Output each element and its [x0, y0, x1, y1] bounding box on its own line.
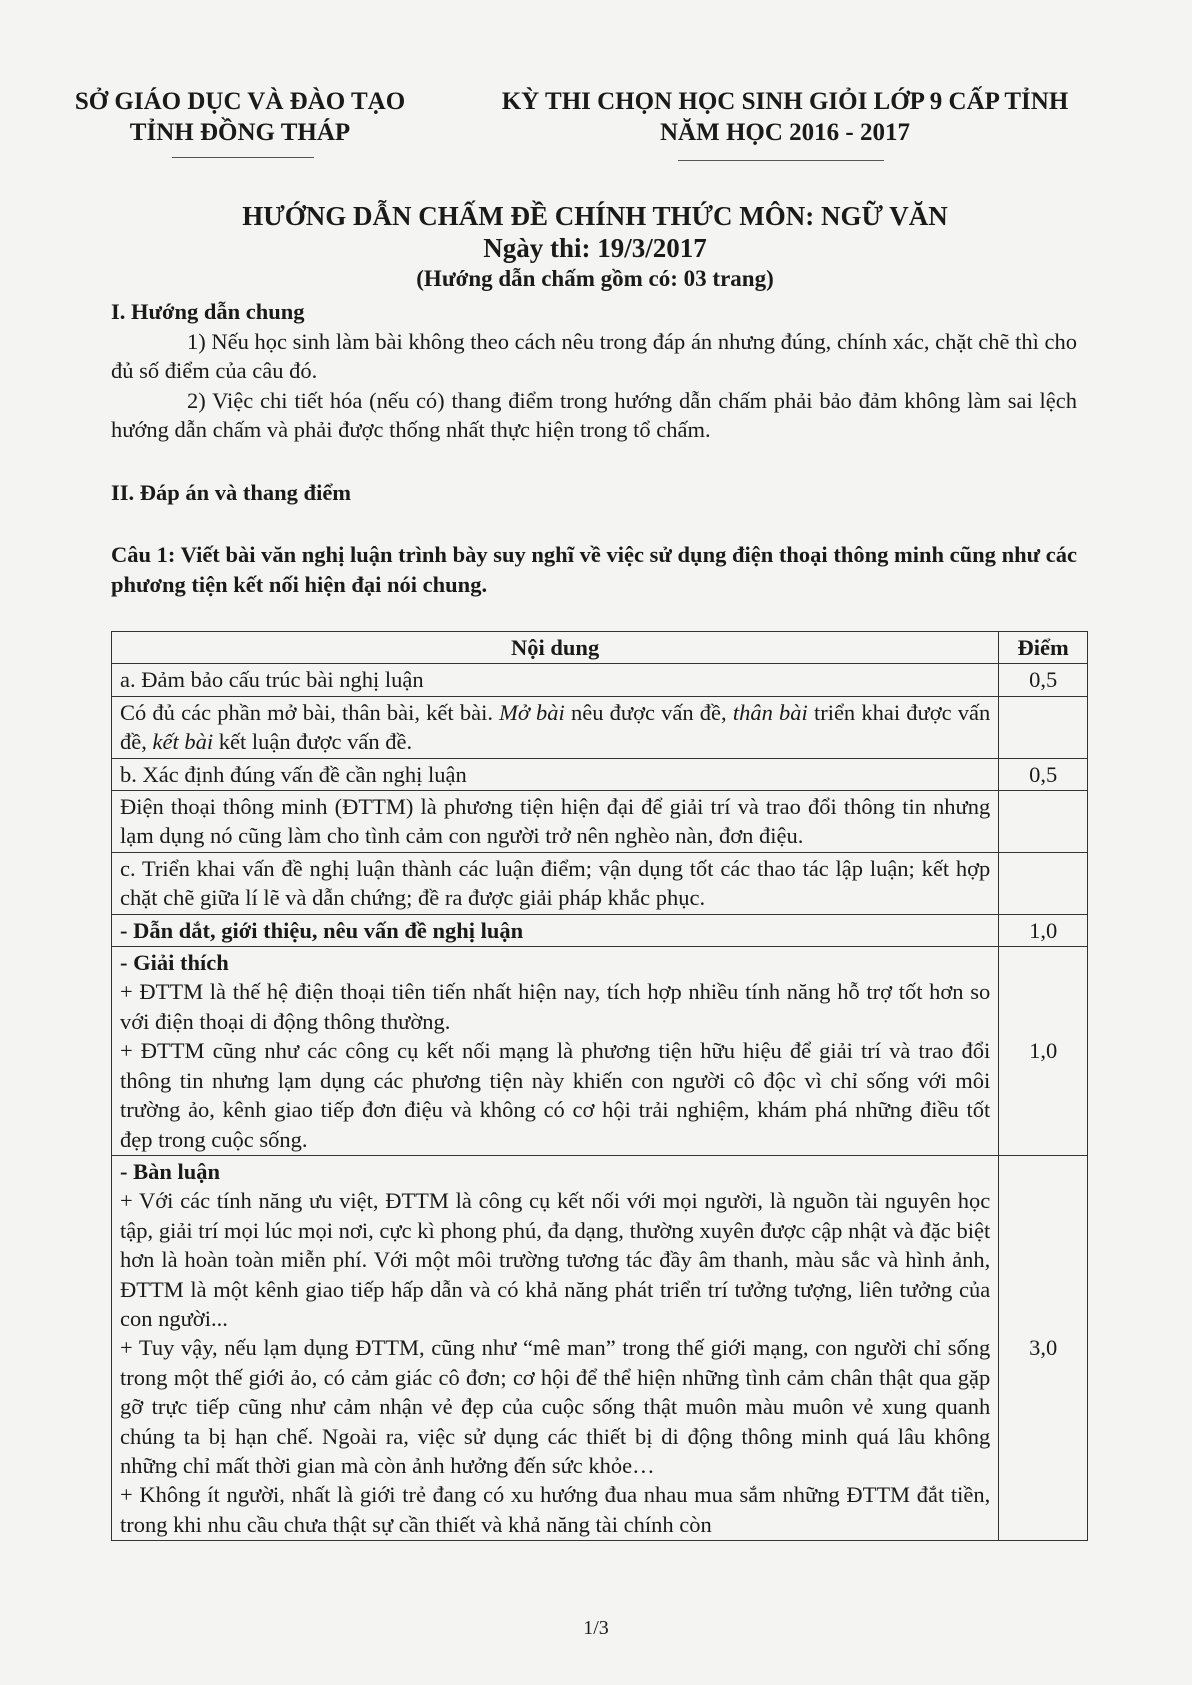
discuss-point-2: + Tuy vậy, nếu lạm dụng ĐTTM, cũng như “mê man” trong thế giới mạng, con người chỉ sống trong một thế giới ảo, có cảm giác cô đơn; cơ hội để thể hiện những tình cảm chân thật qua gặp gỡ trực tiếp cũng như cảm nhận vẻ đẹp của cuộc sống thật muôn màu muôn vẻ xung quanh chúng ta bị hạn chế. Ngoài ra, việc sử dụng các thiết bị di động thông minh quá lâu không những chỉ mất thời gian mà còn ảnh hưởng đến sức khỏe…: [120, 1335, 991, 1478]
section-1-heading: I. Hướng dẫn chung: [111, 299, 305, 324]
grading-table: [111, 631, 1088, 1541]
explain-point-1: + ĐTTM là thế hệ điện thoại tiên tiến nhất hiện nay, tích hợp nhiều tính năng hỗ trợ tốt hơn so với điện thoại di động thông thường.: [120, 979, 991, 1034]
guidance-paragraph-1: 1) Nếu học sinh làm bài không theo cách nêu trong đáp án nhưng đúng, chính xác, chặt chẽ thì cho đủ số điểm của câu đó.: [111, 328, 1077, 383]
detail-emphasis: kết bài: [152, 729, 214, 755]
table-row: [112, 664, 1088, 696]
explain-score: 1,0: [999, 947, 1088, 1156]
page-number: 1/3: [583, 1617, 609, 1639]
title-line-3: (Hướng dẫn chấm gồm có: 03 trang): [416, 266, 774, 291]
detail-text: kết luận được vấn đề.: [213, 729, 413, 755]
discuss-point-1: + Với các tính năng ưu việt, ĐTTM là công cụ kết nối với mọi người, là nguồn tài nguyên học tập, giải trí mọi lúc mọi nơi, cực kì phong phú, đa dạng, thường xuyên được cập nhật và đặc biệt hơn là hoàn toàn miễn phí. Với một môi trường tương tác đầy âm thanh, màu sắc và hình ảnh, ĐTTM là một kênh giao tiếp hấp dẫn và có khả năng phát triển trí tưởng tượng, liên tưởng của con người...: [120, 1188, 991, 1331]
table-row: [112, 696, 1088, 758]
exam-underline: [678, 160, 884, 161]
table-row: [112, 791, 1088, 853]
table-row: [112, 914, 1088, 946]
exam-line-1: KỲ THI CHỌN HỌC SINH GIỎI LỚP 9 CẤP TỈNH: [501, 88, 1069, 115]
section-2-heading: II. Đáp án và thang điểm: [111, 480, 352, 505]
empty-score-cell: [999, 791, 1088, 853]
discuss-criterion: [112, 1155, 999, 1540]
issuer-underline: [172, 157, 314, 158]
score-column-header: Điểm: [999, 632, 1088, 664]
table-row: [112, 758, 1088, 790]
criterion-b: b. Xác định đúng vấn đề cần nghị luận: [112, 758, 999, 790]
issuer-line-2: TỈNH ĐỒNG THÁP: [129, 119, 351, 146]
criterion-a-detail: [112, 696, 999, 758]
explain-heading: - Giải thích: [120, 950, 229, 976]
content-column-header: Nội dung: [112, 632, 999, 664]
table-row: [112, 1155, 1088, 1540]
criterion-a: a. Đảm bảo cấu trúc bài nghị luận: [112, 664, 999, 696]
explain-criterion: [112, 947, 999, 1156]
criterion-b-score: 0,5: [999, 758, 1088, 790]
detail-text: Có đủ các phần mở bài, thân bài, kết bài.: [120, 699, 500, 725]
table-header-row: [112, 632, 1088, 664]
intro-score: 1,0: [999, 914, 1088, 946]
detail-text: triển khai được vấn đề,: [120, 699, 991, 755]
exam-line-2: NĂM HỌC 2016 - 2017: [660, 119, 910, 146]
issuer-line-1: SỞ GIÁO DỤC VÀ ĐÀO TẠO: [74, 88, 406, 115]
criterion-b-detail: Điện thoại thông minh (ĐTTM) là phương tiện hiện đại để giải trí và trao đổi thông tin nhưng lạm dụng nó cũng làm cho tình cảm con người trở nên nghèo nàn, đơn điệu.: [112, 791, 999, 853]
general-guidance-section: [111, 297, 1077, 445]
detail-text: nêu được vấn đề,: [564, 699, 733, 725]
guidance-paragraph-2: 2) Việc chi tiết hóa (nếu có) thang điểm trong hướng dẫn chấm phải bảo đảm không làm sai lệch hướng dẫn chấm và phải được thống nhất thực hiện trong tổ chấm.: [111, 387, 1077, 442]
empty-score-cell: [999, 696, 1088, 758]
detail-emphasis: thân bài: [732, 699, 808, 725]
title-line-1: HƯỚNG DẪN CHẤM ĐỀ CHÍNH THỨC MÔN: NGỮ VĂN: [242, 201, 948, 231]
title-line-2: Ngày thi: 19/3/2017: [483, 233, 707, 263]
table-row: [112, 947, 1088, 1156]
empty-score-cell: [999, 852, 1088, 914]
discuss-heading: - Bàn luận: [120, 1158, 221, 1184]
detail-emphasis: Mở bài: [499, 699, 565, 725]
issuer-header: [60, 86, 420, 148]
criterion-c: c. Triển khai vấn đề nghị luận thành các luận điểm; vận dụng tốt các thao tác lập luận; kết hợp chặt chẽ giữa lí lẽ và dẫn chứng; đề ra được giải pháp khắc phục.: [112, 852, 999, 914]
question-1: Câu 1: Viết bài văn nghị luận trình bày suy nghĩ về việc sử dụng điện thoại thông minh cũng như các phương tiện kết nối hiện đại nói chung.: [111, 542, 1077, 597]
discuss-score: 3,0: [999, 1155, 1088, 1540]
table-row: [112, 852, 1088, 914]
criterion-a-score: 0,5: [999, 664, 1088, 696]
explain-point-2: + ĐTTM cũng như các công cụ kết nối mạng là phương tiện hữu hiệu để giải trí và trao đổi thông tin nhưng lạm dụng các phương tiện này khiến con người cô độc vì chỉ sống với môi trường ảo, kênh giao tiếp đơn điệu và không có cơ hội trải nghiệm, khám phá những điều tốt đẹp trong cuộc sống.: [120, 1038, 991, 1152]
discuss-point-3: + Không ít người, nhất là giới trẻ đang có xu hướng đua nhau mua sắm những ĐTTM đắt tiền, trong khi nhu cầu chưa thật sự cần thiết và khả năng tài chính còn: [120, 1482, 991, 1537]
document-title: [110, 200, 1080, 294]
intro-criterion: - Dẫn dắt, giới thiệu, nêu vấn đề nghị luận: [112, 914, 999, 946]
exam-header: [440, 86, 1130, 148]
